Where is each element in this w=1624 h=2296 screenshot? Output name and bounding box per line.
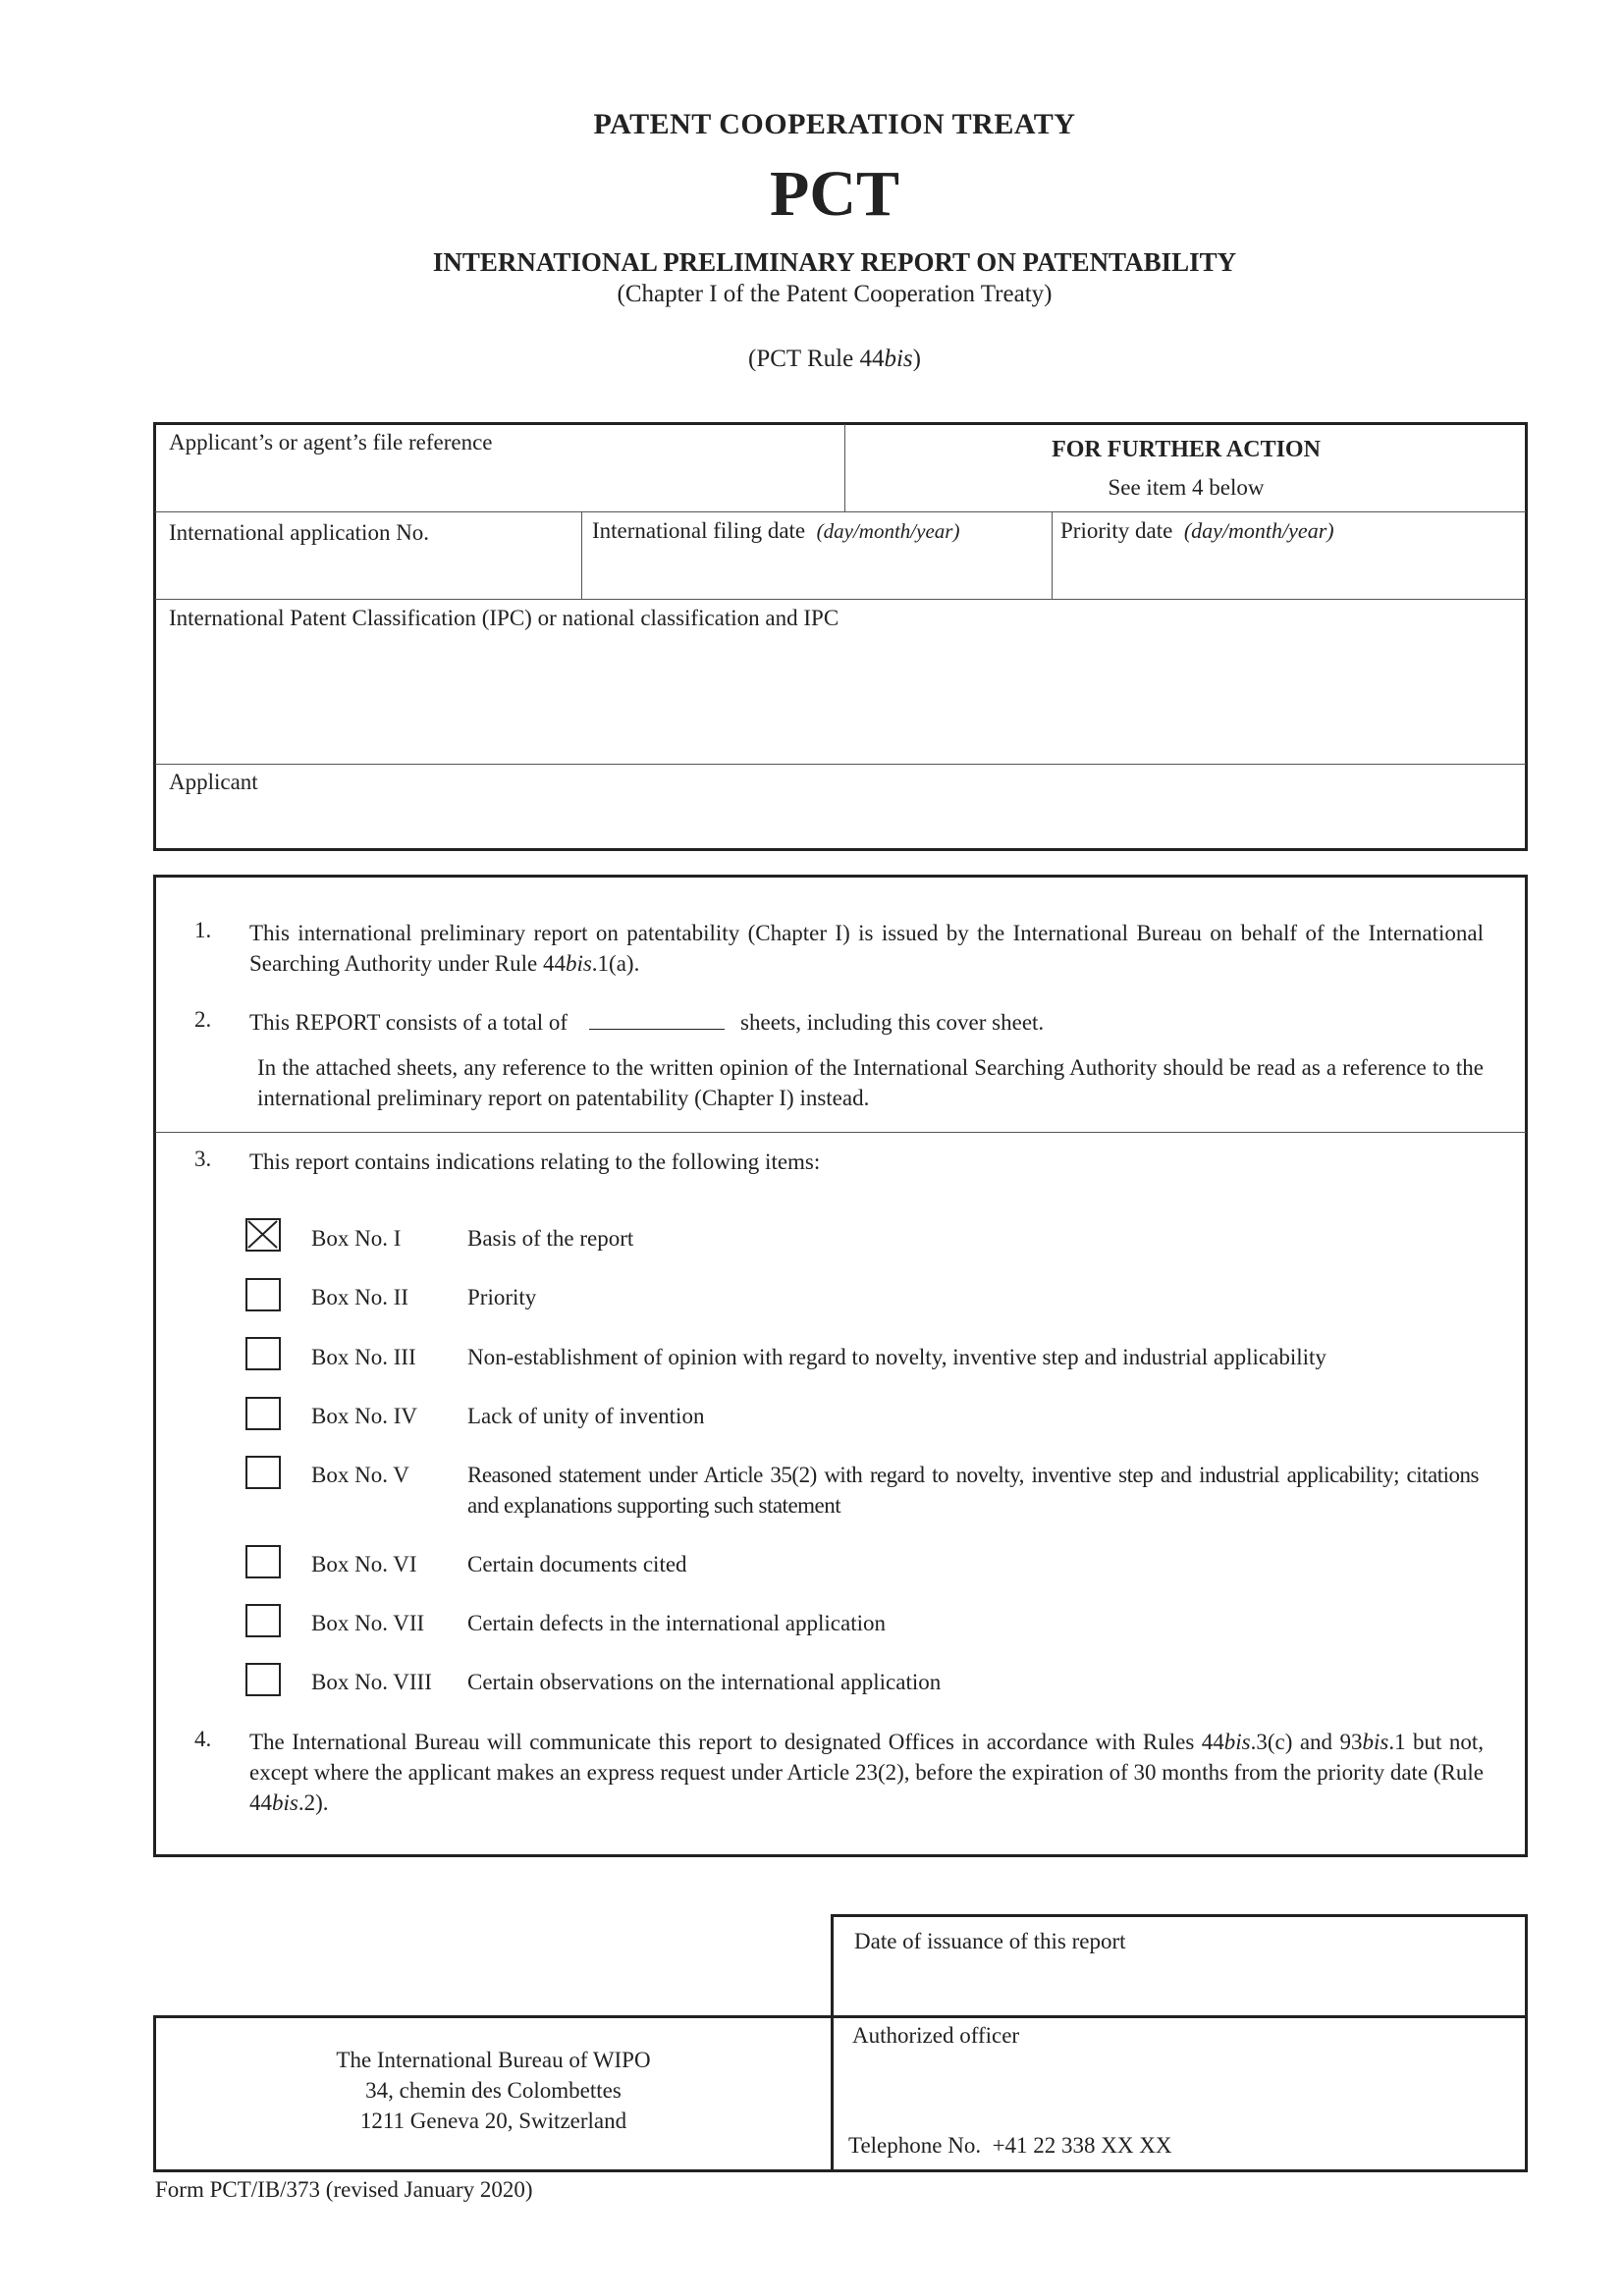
application-number-label: International application No.	[169, 520, 430, 545]
box-3-desc: Non-establishment of opinion with regard to novelty, inventive step and industrial applicability	[467, 1345, 1326, 1369]
box-7-label: Box No. VII	[311, 1611, 425, 1635]
box-4-checkbox[interactable]	[245, 1397, 281, 1430]
box-3-checkbox[interactable]	[245, 1337, 281, 1370]
filing-date-label: International filing date (day/month/year)	[592, 518, 960, 543]
box-8-checkbox[interactable]	[245, 1663, 281, 1696]
wipo-city: 1211 Geneva 20, Switzerland	[359, 2109, 627, 2133]
pct-acronym: PCT	[770, 158, 899, 230]
box-6-checkbox[interactable]	[245, 1545, 281, 1578]
item-2-note: In the attached sheets, any reference to the written opinion of the International Searching Authority should be read as a reference to the international preliminary report on patentability (Chapter I) instead.	[257, 1055, 1484, 1110]
ipc-label: International Patent Classification (IPC) or national classification and IPC	[169, 606, 839, 630]
check-cross-icon	[247, 1220, 278, 1249]
telephone-number: +41 22 338 XX XX	[992, 2133, 1172, 2158]
item-3-number: 3.	[194, 1147, 212, 1171]
box-2-desc: Priority	[467, 1285, 537, 1309]
divider	[155, 599, 1526, 600]
further-action-heading: FOR FURTHER ACTION	[1052, 437, 1321, 462]
telephone-line: Telephone No. +41 22 338 XX XX	[848, 2133, 1172, 2158]
box-7-checkbox[interactable]	[245, 1604, 281, 1637]
wipo-street: 34, chemin des Colombettes	[365, 2078, 622, 2103]
divider	[155, 1132, 1526, 1133]
box-4-label: Box No. IV	[311, 1404, 417, 1428]
date-issuance-label: Date of issuance of this report	[854, 1929, 1126, 1953]
box-2-checkbox[interactable]	[245, 1278, 281, 1311]
box-3-label: Box No. III	[311, 1345, 416, 1369]
divider	[844, 424, 845, 511]
item-2-text: This REPORT consists of a total of sheets, including this cover sheet.	[249, 1010, 1045, 1035]
item-4-number: 4.	[194, 1727, 212, 1751]
box-2-label: Box No. II	[311, 1285, 409, 1309]
box-1-checkbox[interactable]	[245, 1218, 281, 1252]
box-7-desc: Certain defects in the international application	[467, 1611, 886, 1635]
box-8-desc: Certain observations on the international application	[467, 1670, 942, 1694]
box-4-desc: Lack of unity of invention	[467, 1404, 705, 1428]
box-1-label: Box No. I	[311, 1226, 402, 1251]
item-4-text: The International Bureau will communicate this report to designated Offices in accordance with Rules 44bis.3(c) and 93bis.1 but not, except where the applicant makes an express request under Article 23(2), before the expiration of 30 months from the priority date (Rule 44bis.2).	[249, 1730, 1484, 1815]
divider	[581, 511, 582, 599]
report-title: INTERNATIONAL PRELIMINARY REPORT ON PATENTABILITY	[432, 247, 1237, 277]
item-1-number: 1.	[194, 918, 212, 942]
treaty-heading: PATENT COOPERATION TREATY	[593, 108, 1076, 140]
box-6-label: Box No. VI	[311, 1552, 417, 1576]
applicant-label: Applicant	[169, 770, 258, 794]
authorized-officer-label: Authorized officer	[852, 2023, 1020, 2048]
priority-date-label: Priority date (day/month/year)	[1060, 518, 1334, 543]
rule-reference: (PCT Rule 44bis)	[748, 346, 921, 372]
file-reference-label: Applicant’s or agent’s file reference	[169, 430, 493, 454]
box-8-label: Box No. VIII	[311, 1670, 432, 1694]
form-identifier: Form PCT/IB/373 (revised January 2020)	[155, 2177, 533, 2202]
item-1-text: This international preliminary report on patentability (Chapter I) is issued by the International Bureau on behalf of the International Searching Authority under Rule 44bis.1(a).	[249, 921, 1484, 976]
box-5-label: Box No. V	[311, 1463, 409, 1487]
divider	[1052, 511, 1053, 599]
box-5-checkbox[interactable]	[245, 1456, 281, 1489]
sheet-count-blank[interactable]	[589, 1011, 725, 1030]
item-2-number: 2.	[194, 1007, 212, 1032]
divider	[155, 511, 1526, 512]
chapter-subtitle: (Chapter I of the Patent Cooperation Treaty)	[617, 281, 1053, 307]
box-6-desc: Certain documents cited	[467, 1552, 687, 1576]
wipo-address	[156, 2045, 831, 2136]
box-5-desc: Reasoned statement under Article 35(2) with regard to novelty, inventive step and industrial applicability; citations and explanations supporting such statement	[467, 1463, 1479, 1518]
box-1-desc: Basis of the report	[467, 1226, 634, 1251]
divider	[155, 764, 1526, 765]
wipo-name: The International Bureau of WIPO	[336, 2048, 651, 2072]
further-action-note: See item 4 below	[1108, 475, 1265, 500]
item-3-text: This report contains indications relating to the following items:	[249, 1149, 821, 1174]
divider	[831, 2015, 834, 2172]
